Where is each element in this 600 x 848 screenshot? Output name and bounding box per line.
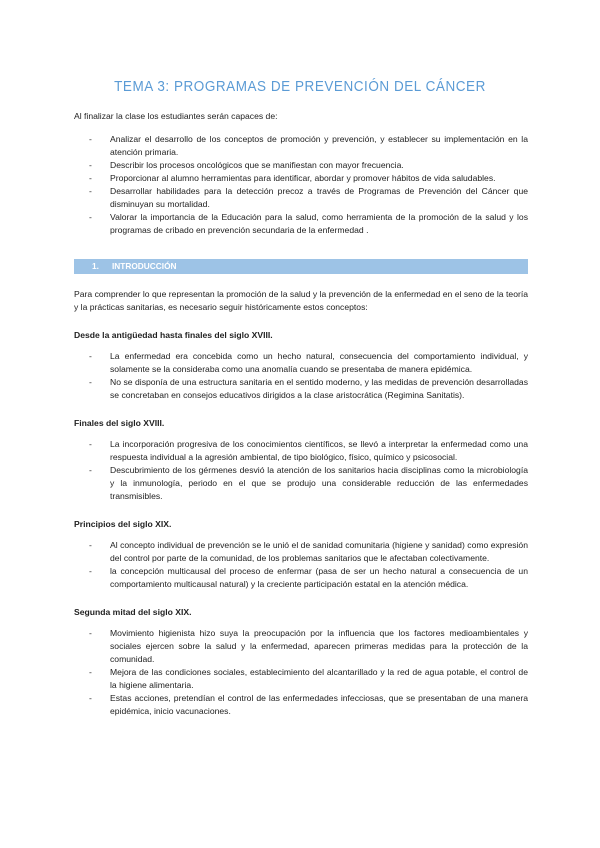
list-item: - Mejora de las condiciones sociales, establecimiento del alcantarillado y la red de agua potable, el control de la higiene alimentaria. — [74, 666, 528, 692]
section-intro: Para comprender lo que representan la promoción de la salud y la prevención de la enfermedad en el seno de la teoría y la prácticas sanitarias, es necesario seguir históricamente estos conceptos: — [74, 289, 528, 312]
period-heading: Finales del siglo XVIII. — [74, 418, 165, 428]
period-list — [74, 350, 528, 402]
list-item: - La incorporación progresiva de los conocimientos científicos, se llevó a interpretar la enfermedad como una respuesta individual a la agresión ambiental, de tipo biológico, físico, químico y psicosocial. — [74, 438, 528, 464]
section-number: 1. — [92, 261, 99, 271]
list-item: - la concepción multicausal del proceso de enfermar (pasa de ser un hecho natural a consecuencia de un comportamiento multicausal natural) y la creciente participación estatal en la atención médica. — [74, 565, 528, 591]
list-item: - Proporcionar al alumno herramientas para identificar, abordar y promover hábitos de vida saludables. — [74, 172, 528, 185]
period-list — [74, 627, 528, 718]
document-body — [74, 110, 528, 718]
list-item: - Al concepto individual de prevención se le unió el de sanidad comunitaria (higiene y sanidad) como expresión del control por parte de la comunidad, de los problemas sanitarios que le afectaban colectivamente. — [74, 539, 528, 565]
objectives-list — [74, 133, 528, 237]
list-item: - Estas acciones, pretendían el control de las enfermedades infecciosas, que se presentaban de una manera epidémica, inicio vacunaciones. — [74, 692, 528, 718]
list-item: - Describir los procesos oncológicos que se manifiestan con mayor frecuencia. — [74, 159, 528, 172]
list-item: - Desarrollar habilidades para la detección precoz a través de Programas de Prevención del Cáncer que disminuyan su mortalidad. — [74, 185, 528, 211]
list-item: - Movimiento higienista hizo suya la preocupación por la influencia que los factores medioambientales y sociales ejercen sobre la salud y la enfermedad, aparecen primeras medidas para la protección de la comunidad. — [74, 627, 528, 666]
period-list — [74, 438, 528, 503]
list-item: - Descubrimiento de los gérmenes desvió la atención de los sanitarios hacia disciplinas como la microbiología y la inmunología, periodo en el que se produjo una considerable reducción de las enfermedades transmisibles. — [74, 464, 528, 503]
section-title: INTRODUCCIÓN — [112, 261, 177, 271]
objectives-intro: Al finalizar la clase los estudiantes serán capaces de: — [74, 111, 278, 121]
list-item: - No se disponía de una estructura sanitaria en el sentido moderno, y las medidas de prevención desarrolladas se concretaban en consejos educativos dirigidos a la clase aristocrática (Regimina Sanitatis). — [74, 376, 528, 402]
list-item: - Valorar la importancia de la Educación para la salud, como herramienta de la promoción de la salud y los programas de cribado en prevención secundaria de la enfermedad . — [74, 211, 528, 237]
section-heading-band — [74, 259, 528, 274]
document-title: TEMA 3: PROGRAMAS DE PREVENCIÓN DEL CÁNCER — [114, 78, 486, 95]
list-item: - La enfermedad era concebida como un hecho natural, consecuencia del comportamiento individual, y solamente se la consideraba como una anomalía cuando se presentaba de manera epidémica. — [74, 350, 528, 376]
period-list — [74, 539, 528, 591]
list-item: - Analizar el desarrollo de los conceptos de promoción y prevención, y establecer su implementación en la atención primaria. — [74, 133, 528, 159]
period-heading: Principios del siglo XIX. — [74, 519, 172, 529]
period-heading: Desde la antigüedad hasta finales del siglo XVIII. — [74, 330, 273, 340]
period-heading: Segunda mitad del siglo XIX. — [74, 607, 192, 617]
